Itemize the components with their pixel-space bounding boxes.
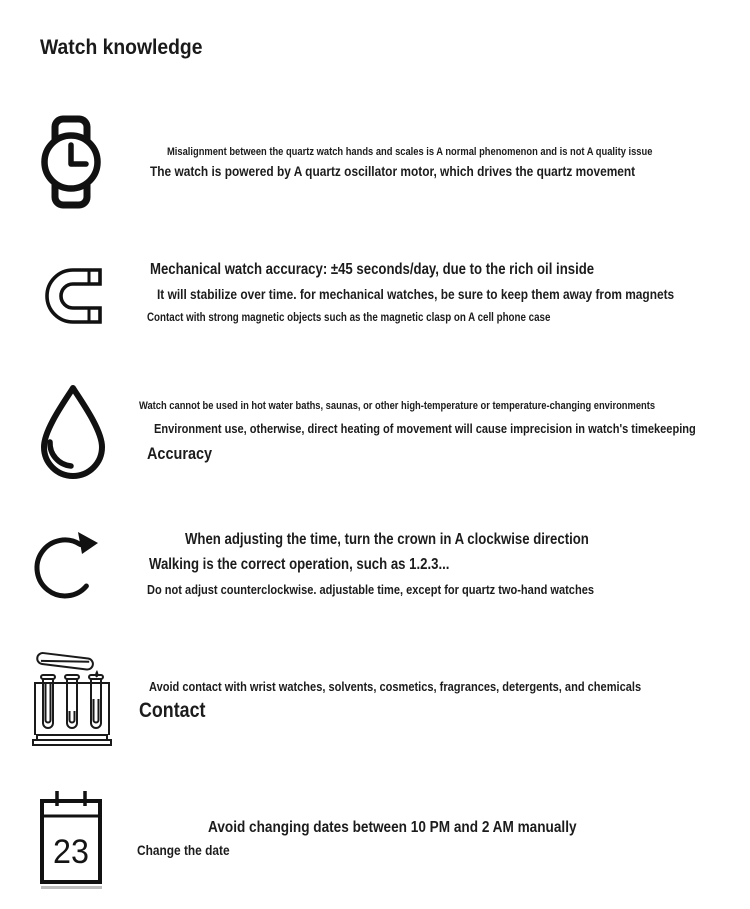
environment-use-text: Environment use, otherwise, direct heating of movement will cause imprecision in watch's timekeeping [154, 421, 696, 436]
magnetic-contact-note: Contact with strong magnetic objects such as the magnetic clasp on A cell phone case [147, 312, 551, 324]
counterclockwise-warning: Do not adjust counterclockwise. adjustable time, except for quartz two-hand watches [147, 582, 594, 597]
walking-operation-text: Walking is the correct operation, such as 1.2.3... [149, 556, 450, 573]
test-tubes-icon [31, 649, 113, 749]
stabilize-over-time-text: It will stabilize over time. for mechanical watches, be sure to keep them away from magnets [157, 286, 675, 302]
mechanical-accuracy-heading: Mechanical watch accuracy: ±45 seconds/day, due to the rich oil inside [150, 261, 595, 278]
water-drop-icon [36, 383, 110, 483]
accuracy-heading: Accuracy [147, 444, 213, 463]
calendar-shadow [41, 886, 102, 889]
change-date-heading: Change the date [137, 842, 230, 858]
date-change-warning: Avoid changing dates between 10 PM and 2 AM manually [208, 819, 577, 836]
quartz-movement-text: The watch is powered by A quartz oscillator motor, which drives the quartz movement [150, 163, 636, 179]
chemicals-warning: Avoid contact with wrist watches, solvents, cosmetics, fragrances, detergents, and chemicals [149, 679, 642, 694]
clockwise-arrow-icon [33, 526, 103, 602]
clockwise-adjust-heading: When adjusting the time, turn the crown in A clockwise direction [185, 531, 589, 548]
hot-water-warning: Watch cannot be used in hot water baths, saunas, or other high-temperature or temperature-changing environments [139, 400, 656, 412]
misalignment-note: Misalignment between the quartz watch hands and scales is A normal phenomenon and is not A quality issue [167, 146, 653, 158]
magnet-icon [40, 263, 104, 329]
wristwatch-icon [40, 114, 102, 210]
contact-heading: Contact [139, 699, 206, 722]
page-title: Watch knowledge [40, 36, 203, 59]
calendar-day: 23 [53, 833, 89, 871]
